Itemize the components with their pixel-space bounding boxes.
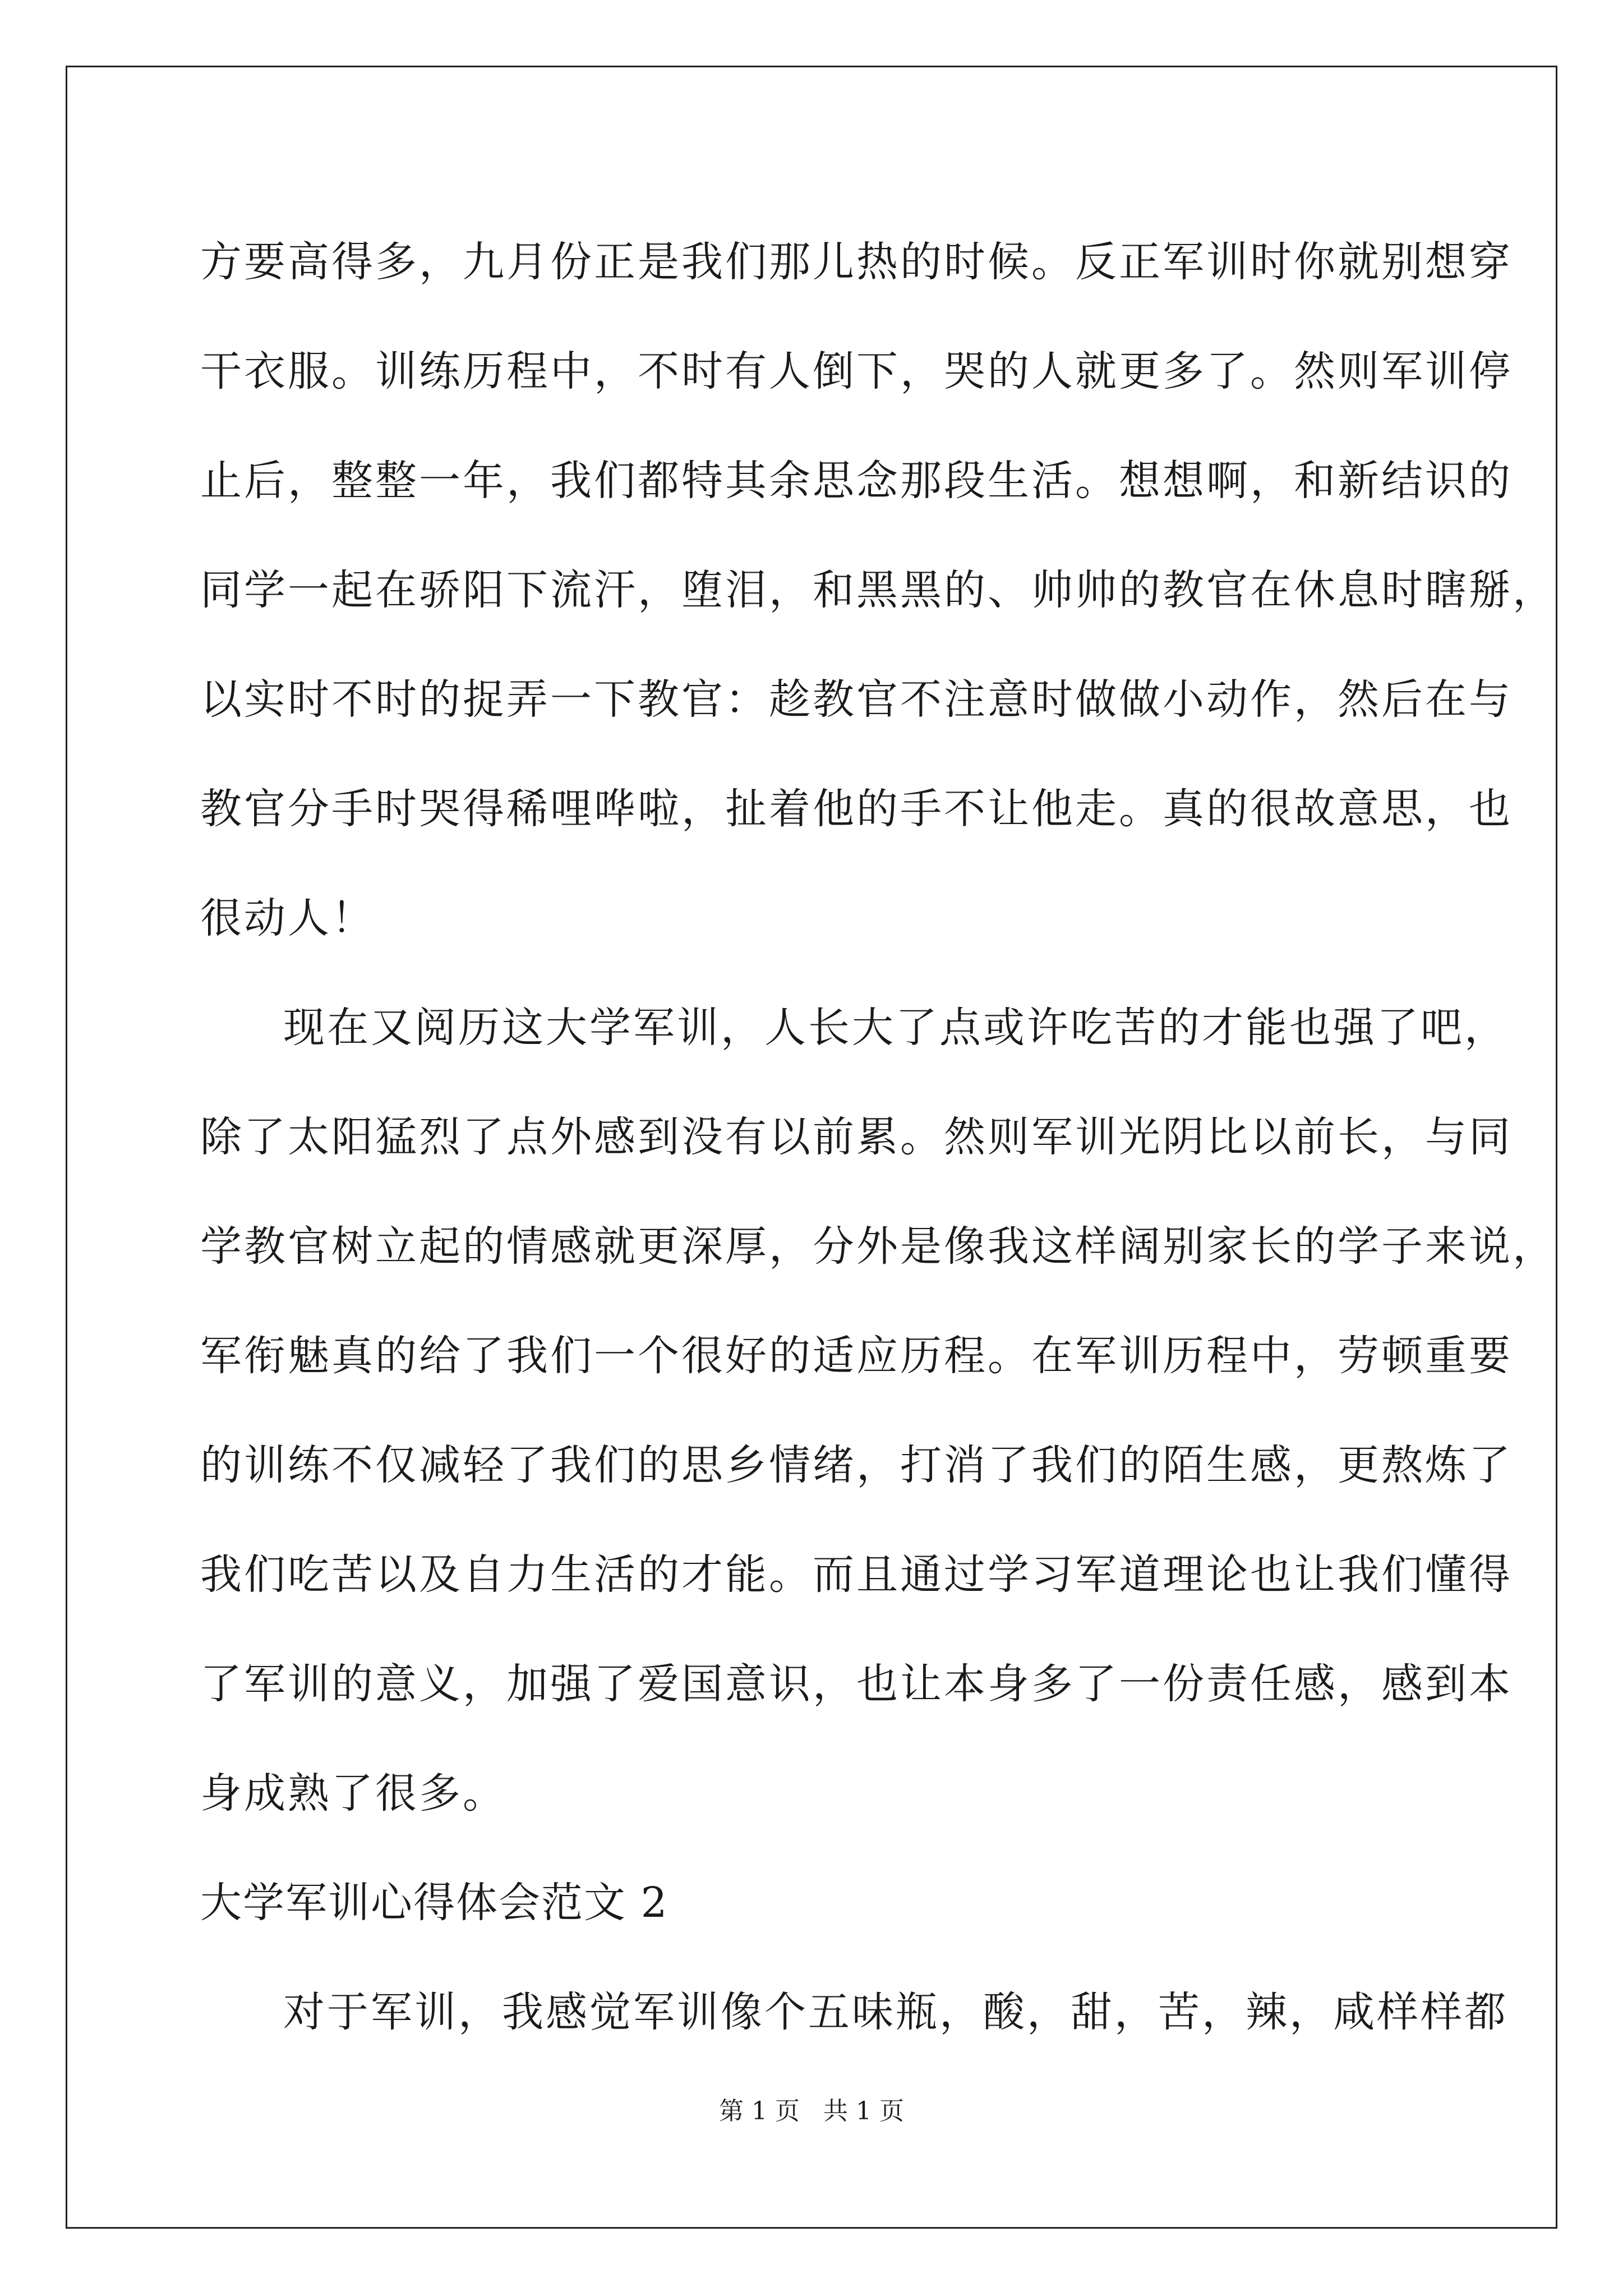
- text-line: 同学一起在骄阳下流汗，堕泪，和黑黑的、帅帅的教官在休息时瞎掰，: [200, 566, 1556, 614]
- text-line: 了军训的意义，加强了爱国意识，也让本身多了一份责任感，感到本: [200, 1660, 1513, 1708]
- text-line: 止后，整整一年，我们都特其余思念那段生活。想想啊，和新结识的: [200, 457, 1513, 505]
- section-heading: 大学军训心得体会范文 2: [200, 1879, 668, 1927]
- text-line: 干衣服。训练历程中，不时有人倒下，哭的人就更多了。然则军训停: [200, 347, 1513, 395]
- text-line: 教官分手时哭得稀哩哗啦，扯着他的手不让他走。真的很故意思，也: [200, 785, 1513, 833]
- text-line: 现在又阅历这大学军训，人长大了点或许吃苦的才能也强了吧，: [283, 1004, 1508, 1052]
- text-line: 对于军训，我感觉军训像个五味瓶，酸，甜，苦，辣，咸样样都: [283, 1988, 1508, 2036]
- text-line: 除了太阳猛烈了点外感到没有以前累。然则军训光阴比以前长，与同: [200, 1113, 1513, 1161]
- text-line: 学教官树立起的情感就更深厚，分外是像我这样阔别家长的学子来说，: [200, 1222, 1556, 1271]
- document-body: [200, 208, 1556, 2067]
- text-line: 军衔魅真的给了我们一个很好的适应历程。在军训历程中，劳顿重要: [200, 1332, 1513, 1380]
- text-line: 很动人！: [200, 894, 375, 942]
- text-line: 方要高得多，九月份正是我们那儿热的时候。反正军训时你就别想穿: [200, 238, 1513, 286]
- text-line: 的训练不仅减轻了我们的思乡情绪，打消了我们的陌生感，更熬炼了: [200, 1441, 1513, 1489]
- text-line: 我们吃苦以及自力生活的才能。而且通过学习军道理论也让我们懂得: [200, 1550, 1513, 1599]
- page-footer: 第 1 页 共 1 页: [719, 2097, 904, 2125]
- text-line: 身成熟了很多。: [200, 1769, 506, 1818]
- text-line: 以实时不时的捉弄一下教官：趁教官不注意时做做小动作，然后在与: [200, 675, 1513, 724]
